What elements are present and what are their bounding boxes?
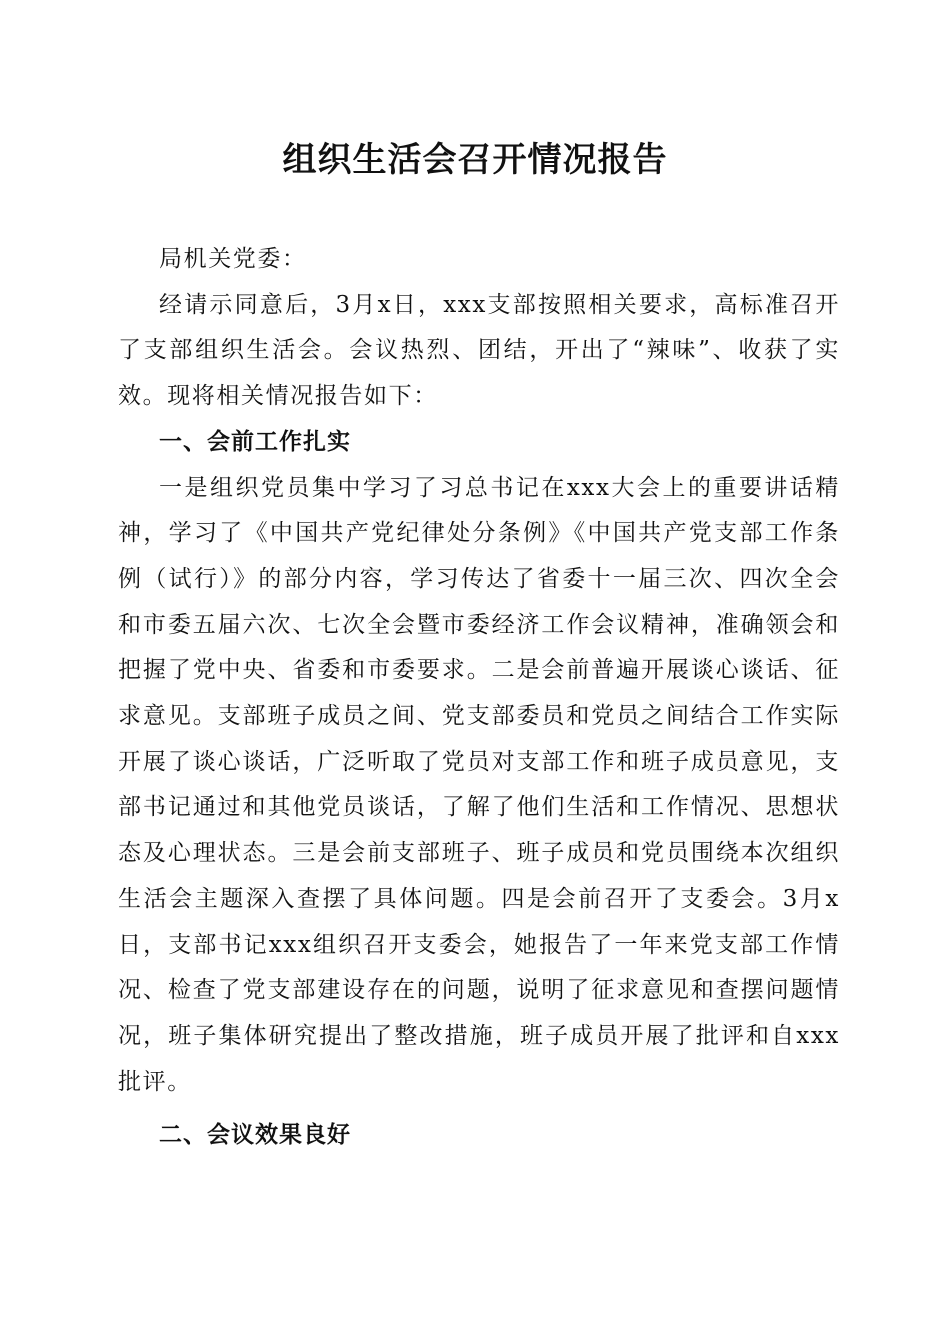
- section-1-paragraph: 一是组织党员集中学习了习总书记在xxx大会上的重要讲话精神，学习了《中国共产党纪律处分条例》《中国共产党支部工作条例（试行）》的部分内容，学习传达了省委十一届三次、四次全会和市委五届六次、七次全会暨市委经济工作会议精神，准确领会和把握了党中央、省委和市委要求。二是会前普遍开展谈心谈话、征求意见。支部班子成员之间、党支部委员和党员之间结合工作实际开展了谈心谈话，广泛听取了党员对支部工作和班子成员意见，支部书记通过和其他党员谈话，了解了他们生活和工作情况、思想状态及心理状态。三是会前支部班子、班子成员和党员围绕本次组织生活会主题深入查摆了具体问题。四是会前召开了支委会。3月x日，支部书记xxx组织召开支委会，她报告了一年来党支部工作情况、检查了党支部建设存在的问题，说明了征求意见和查摆问题情况，班子集体研究提出了整改措施，班子成员开展了批评和自xxx批评。: [118, 474, 840, 1095]
- document-body: [118, 237, 840, 1159]
- salutation: 局机关党委：: [159, 246, 307, 272]
- intro-paragraph: 经请示同意后，3月x日，xxx支部按照相关要求，高标准召开了支部组织生活会。会议热烈、团结，开出了“辣味”、收获了实效。现将相关情况报告如下：: [118, 291, 840, 410]
- document-title: 组织生活会召开情况报告: [282, 140, 668, 180]
- section-heading-1: 一、会前工作扎实: [159, 428, 351, 455]
- section-heading-2: 二、会议效果良好: [159, 1122, 351, 1149]
